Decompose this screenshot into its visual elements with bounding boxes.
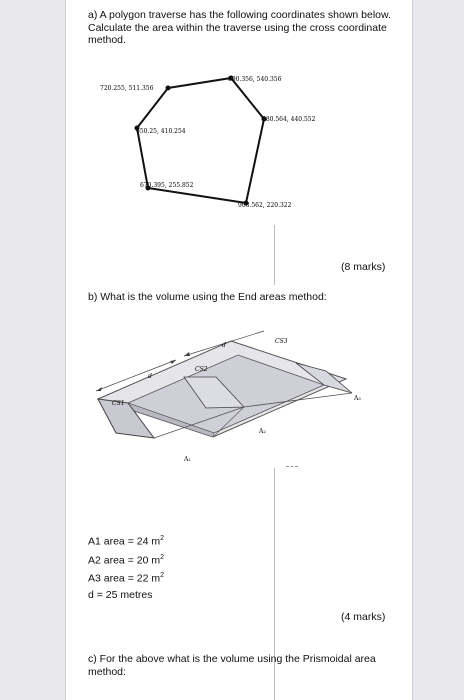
point-label: 650.25, 410.254 xyxy=(136,128,186,135)
question-b-text: b) What is the volume using the End areas method: xyxy=(88,291,327,303)
point-label: 980.564, 440.552 xyxy=(262,116,316,123)
worksheet-page xyxy=(65,0,413,700)
question-c-text: c) For the above what is the volume using the Prismoidal area method: xyxy=(88,653,376,678)
vertical-divider xyxy=(274,225,275,285)
question-a-text: a) A polygon traverse has the following coordinates shown below. Calculate the area within the traverse using the cross coordinate method. xyxy=(88,9,391,46)
label-cs3: CS3 xyxy=(275,338,288,345)
label-cs2: CS2 xyxy=(195,366,208,373)
label-a3: A₃ xyxy=(354,395,361,402)
label-d: d xyxy=(222,342,226,349)
label-cs1: CS1 xyxy=(112,400,125,407)
cross-section-figure xyxy=(66,325,412,470)
a1-area-line: A1 area = 24 $m^2$ xyxy=(88,535,164,548)
arrowhead-icon xyxy=(184,352,190,356)
distance-line: d = 25 metres xyxy=(88,588,153,601)
label-a2: A₂ xyxy=(259,428,266,435)
label-a1: A₁ xyxy=(184,456,191,463)
point-label: 670.395, 255.852 xyxy=(140,182,194,189)
question-a-marks: (8 marks) xyxy=(341,261,386,273)
a2-area-line: A2 area = 20 $m^2$ xyxy=(88,553,164,566)
dash-mark xyxy=(286,466,298,467)
area-data-list xyxy=(88,531,164,603)
question-b-marks: (4 marks) xyxy=(341,611,386,623)
label-d: d xyxy=(148,373,152,380)
vertex-marker xyxy=(166,86,171,91)
polygon-traverse-figure xyxy=(66,70,412,220)
point-label: 720.255, 511.356 xyxy=(100,85,154,92)
point-label: 890.356, 540.356 xyxy=(228,76,282,83)
point-label: 908.562, 220.322 xyxy=(238,202,292,209)
a3-area-line: A3 area = 22 $m^2$ xyxy=(88,572,164,585)
arrowhead-icon xyxy=(170,360,176,364)
